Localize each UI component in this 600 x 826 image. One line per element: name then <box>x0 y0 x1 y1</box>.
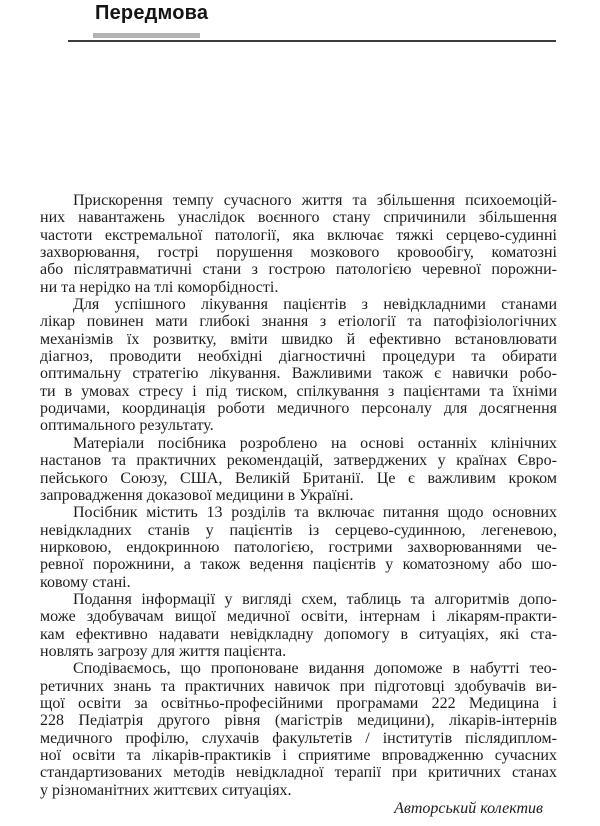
text-line: настанов та практичних рекомендацій, затверджених у країнах Євро- <box>40 452 557 470</box>
text-line: ревної порожнини, а також ведення пацієнтів у коматозному або шо- <box>40 556 557 574</box>
text-line: Посібник містить 13 розділів та включає питання щодо основних <box>73 504 557 522</box>
text-line: пейського Союзу, США, Великій Британії. Це є важливим кроком <box>40 469 557 487</box>
page-title: Передмова <box>95 2 209 24</box>
text-line: новлять загрозу для життя пацієнта. <box>40 642 287 660</box>
text-line: них навантажень унаслідок воєнного стану спричинили збільшення <box>40 209 557 227</box>
text-line: діагноз, проводити необхідні діагностичні процедури та обирати <box>40 348 557 366</box>
text-line: або післятравматичні стани з гострою патологією черевної порожни- <box>40 261 557 279</box>
text-line: невідкладних станів у пацієнтів із серцево-судинною, легеневою, <box>40 521 557 539</box>
text-line: Подання інформації у вигляді схем, таблиць та алгоритмів допо- <box>73 590 557 608</box>
text-line: ни та нерідко на тлі коморбідності. <box>40 278 279 296</box>
text-line: оптимального результату. <box>40 417 214 435</box>
text-line: кам ефективно надавати невідкладну допомогу в ситуаціях, які ста- <box>40 625 557 643</box>
text-line: ти в умовах стресу і під тиском, спілкування з пацієнтами та їхніми <box>40 382 557 400</box>
text-line: захворювання, гострі порушення мозкового кровообігу, коматозні <box>40 244 557 262</box>
header-rule <box>68 40 556 42</box>
text-line: може здобувачам вищої медичної освіти, інтернам і лікарям-практи- <box>40 608 557 626</box>
text-line: ковому стані. <box>40 573 131 591</box>
text-line: лікар повинен мати глибокі знання з етіології та патофізіологічних <box>40 313 557 331</box>
preface-text <box>40 192 557 799</box>
text-line: родичами, координація роботи медичного персоналу для досягнення <box>40 400 557 418</box>
text-line: Для успішного лікування пацієнтів з невідкладними станами <box>73 296 557 314</box>
text-line: Прискорення темпу сучасного життя та збільшення психоемоцій- <box>73 192 557 209</box>
text-line: 228 Педіатрія другого рівня (магістрів медицини), лікарів-інтернів <box>40 712 557 730</box>
title-accent-bar <box>93 33 200 38</box>
preface-content <box>40 192 557 817</box>
text-line: оптимальну стратегію лікування. Важливими також є навички робо- <box>40 365 557 383</box>
author-signature: Авторський колектив <box>394 800 543 818</box>
text-line: стандартизованих методів невідкладної терапії при критичних станах <box>40 764 557 782</box>
text-line: медичного профілю, слухачів факультетів / інститутів післядиплом- <box>40 729 557 747</box>
text-line: щої освіти за освітньо-професійними програмами 222 Медицина і <box>40 694 557 712</box>
text-line: механізмів їх розвитку, вміти швидко й ефективно встановлювати <box>40 330 557 348</box>
text-line: запровадження доказової медицини в Україні. <box>40 486 354 504</box>
text-line: ретичних знань та практичних навичок при підготовці здобувачів ви- <box>40 677 557 695</box>
text-line: ної освіти та лікарів-практиків і сприятиме впровадженню сучасних <box>40 747 557 764</box>
text-line: у різноманітних життєвих ситуаціях. <box>40 781 292 799</box>
text-line: нирковою, ендокринною патологією, гострими захворюваннями че- <box>40 538 557 556</box>
text-line: Сподіваємось, що пропоноване видання допоможе в набутті тео- <box>73 660 557 678</box>
text-line: частоти екстремальної патології, яка включає тяжкі серцево-судинні <box>40 226 557 244</box>
text-line: Матеріали посібника розроблено на основі останніх клінічних <box>73 434 557 452</box>
